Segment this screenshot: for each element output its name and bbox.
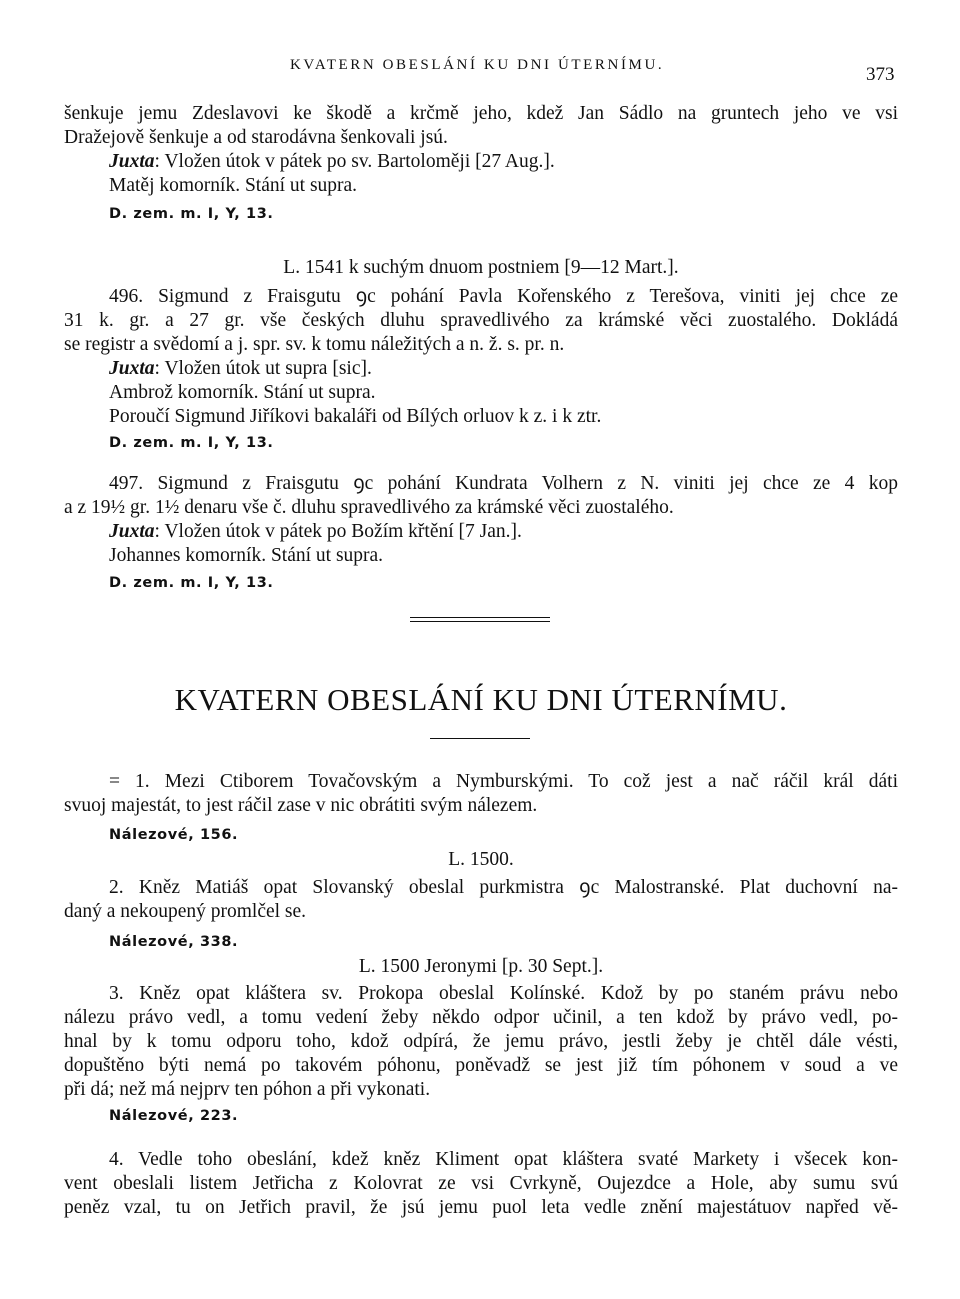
entry-3-line: dopuštěno býti nemá po takovém póhonu, poněvadž se jest již tím póhonem v soud a ve (64, 1055, 898, 1076)
date-heading: L. 1500. (448, 849, 514, 870)
juxta-line (109, 150, 555, 174)
entry-4-line: peněz vzal, tu on Jetřich pravil, že jsú jemu puol leta vedle znění majestátuov napřed vě- (64, 1197, 898, 1218)
source-reference: D. zem. m. I, Y, 13. (109, 206, 274, 222)
entry-3-line: 3. Kněz opat kláštera sv. Prokopa obeslal Kolínské. Kdož by po staném právu nebo (109, 983, 898, 1004)
juxta-line (109, 357, 372, 381)
entry-496-line: Ambrož komorník. Stání ut supra. (109, 382, 376, 403)
running-title: KVATERN OBESLÁNÍ KU DNI ÚTERNÍMU. (290, 57, 665, 73)
entry-496-line: 496. Sigmund z Fraisgutu ꝯc pohání Pavla Kořenského z Terešova, viniti jej chce ze (109, 286, 898, 307)
juxta-text: : Vložen útok v pátek po Božím křtění [7 Jan.]. (154, 521, 522, 542)
entry-496-line: Poroučí Sigmund Jiříkovi bakaláři od Bílých orluov k z. i k ztr. (109, 406, 602, 427)
juxta-line (109, 520, 522, 544)
entry-2-line: daný a nekoupený promlčel se. (64, 901, 307, 922)
paragraph-line: Matěj komorník. Stání ut supra. (109, 175, 358, 196)
juxta-label: Juxta (109, 151, 155, 172)
entry-4-line: 4. Vedle toho obeslání, kdež kněz Kliment opat kláštera svaté Markety i všecek kon- (109, 1149, 898, 1170)
entry-1-line: svuoj majestát, to jest ráčil zase v nic obrátiti svým nálezem. (64, 795, 538, 816)
paragraph-line: šenkuje jemu Zdeslavovi ke škodě a krčmě jeho, kdež Jan Sádlo na gruntech jeho ve vsi (64, 103, 898, 124)
entry-496-line: 31 k. gr. a 27 gr. vše českých dluhu spravedlivého za krámské věci zuostalého. Dokládá (64, 310, 898, 331)
juxta-label: Juxta (109, 358, 155, 379)
source-reference: Nálezové, 156. (109, 827, 239, 843)
paragraph-line: Dražejově šenkuje a od starodávna šenkovali jsú. (64, 127, 448, 148)
separator-rule (410, 621, 550, 622)
date-heading: L. 1541 k suchým dnuom postniem [9—12 Mart.]. (283, 257, 679, 278)
source-reference: D. zem. m. I, Y, 13. (109, 435, 274, 451)
entry-497-line: 497. Sigmund z Fraisgutu ꝯc pohání Kundrata Volhern z N. viniti jej chce ze 4 kop (109, 473, 898, 494)
page-number: 373 (866, 64, 895, 85)
title-underline (430, 738, 530, 739)
entry-3-line: nálezu právo vedl, a tomu vedení žeby někdo odpor učinil, a ten kdož by právo vedl, po- (64, 1007, 898, 1028)
separator-rule (410, 617, 550, 618)
entry-3-line: hnal by k tomu odporu toho, kdož odpírá, že jemu právo, jestli žeby je chtěl dále vésti, (64, 1031, 898, 1052)
entry-3-line: při dá; než má nejprv ten póhon a při vykonati. (64, 1079, 431, 1100)
entry-2-line: 2. Kněz Matiáš opat Slovanský obeslal purkmistra ꝯc Malostranské. Plat duchovní na- (109, 877, 898, 898)
date-heading: L. 1500 Jeronymi [p. 30 Sept.]. (358, 956, 604, 977)
entry-497-line: Johannes komorník. Stání ut supra. (109, 545, 384, 566)
entry-1-line: = 1. Mezi Ctiborem Tovačovským a Nymburskými. To což jest a nač ráčil král dáti (109, 771, 898, 792)
entry-496-line: se registr a svědomí a j. spr. sv. k tomu náležitých a n. ž. s. pr. n. (64, 334, 565, 355)
source-reference: D. zem. m. I, Y, 13. (109, 575, 274, 591)
entry-497-line: a z 19½ gr. 1½ denaru vše č. dluhu spravedlivého za krámské věci zuostalého. (64, 497, 674, 518)
source-reference: Nálezové, 223. (109, 1108, 239, 1124)
juxta-label: Juxta (109, 521, 155, 542)
source-reference: Nálezové, 338. (109, 934, 239, 950)
section-title: KVATERN OBESLÁNÍ KU DNI ÚTERNÍMU. (174, 682, 788, 717)
juxta-text: : Vložen útok ut supra [sic]. (154, 358, 372, 379)
entry-4-line: vent obeslali listem Jetřicha z Kolovrat ze vsi Cvrkyně, Oujezdce a Hole, aby sumu svú (64, 1173, 898, 1194)
juxta-text: : Vložen útok v pátek po sv. Bartoloměji [27 Aug.]. (154, 151, 555, 172)
